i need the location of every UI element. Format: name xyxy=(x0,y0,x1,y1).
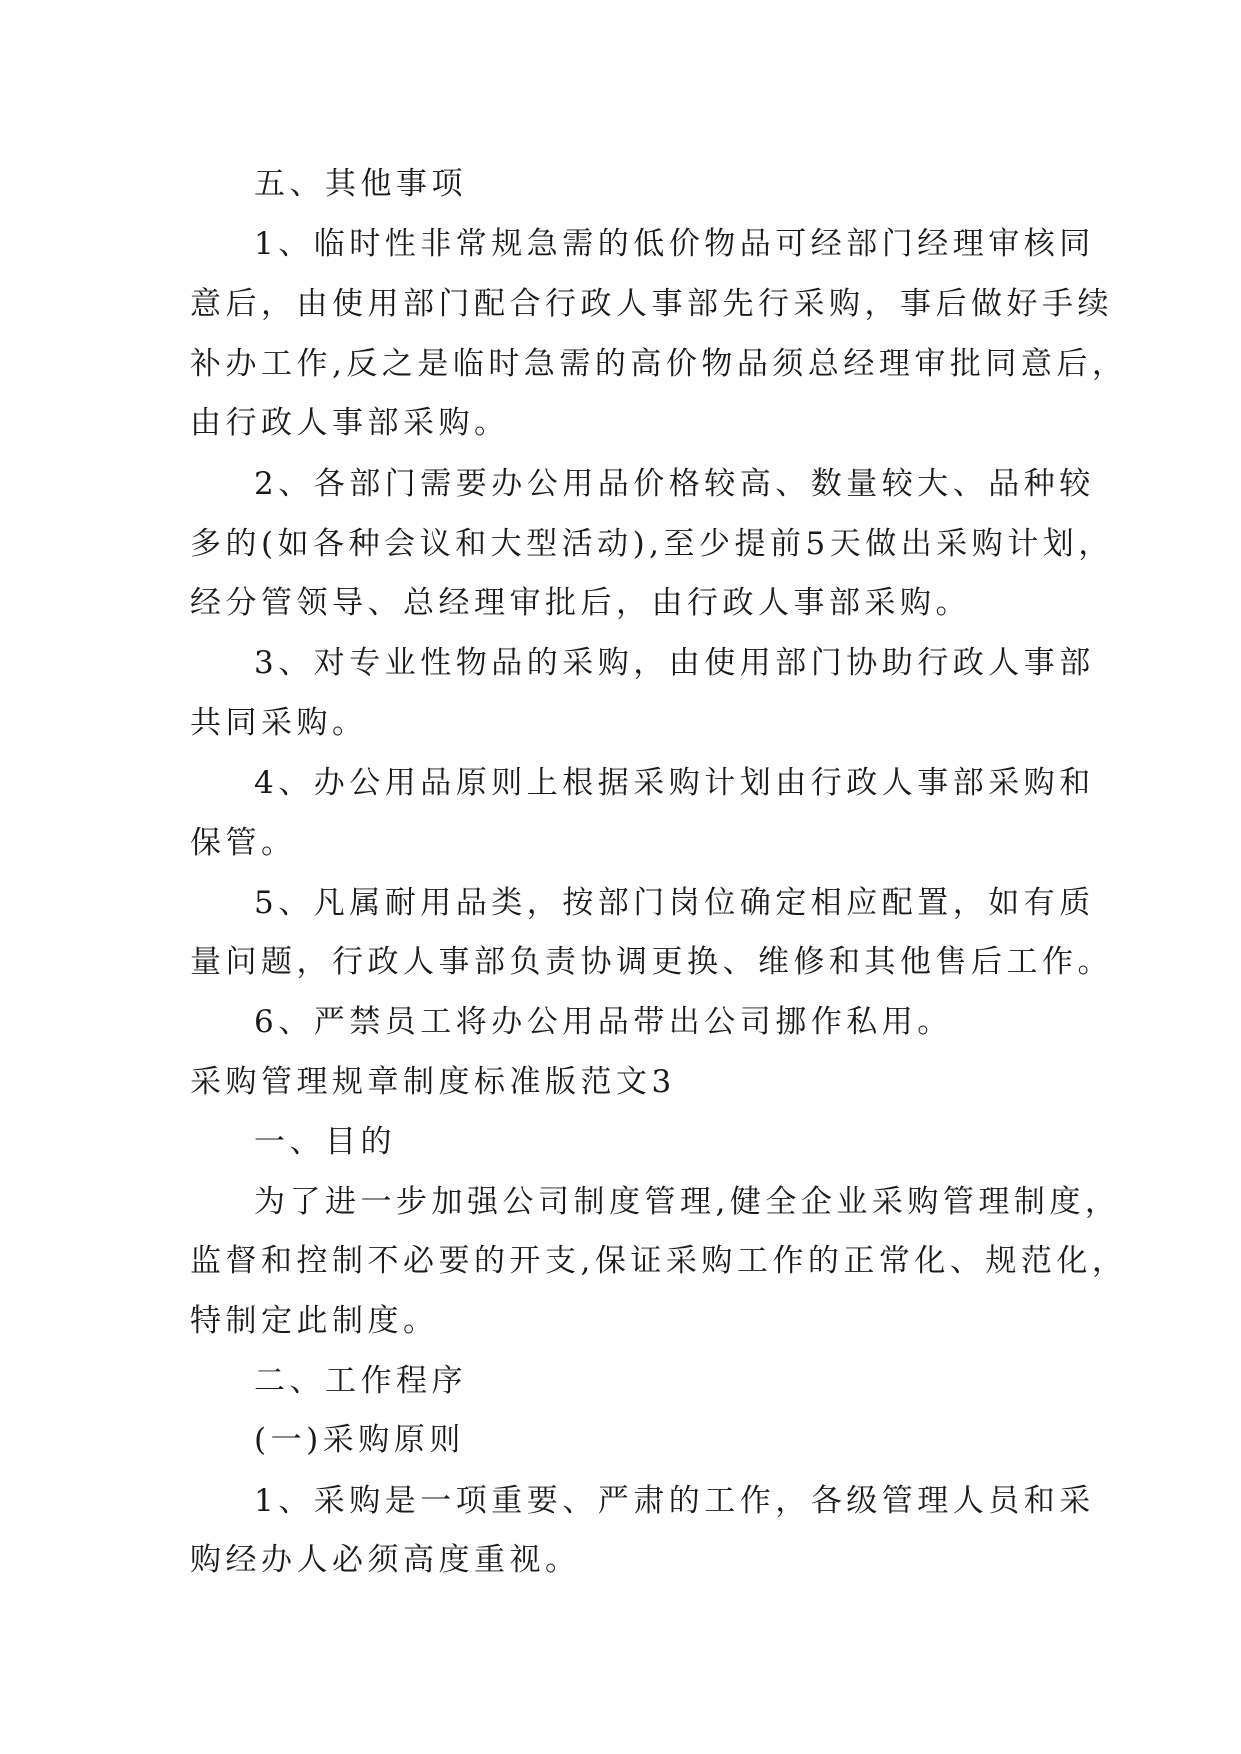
paragraph-line: 4、办公用品原则上根据采购计划由行政人事部采购和 xyxy=(254,765,1095,801)
paragraph-line: 共同采购。 xyxy=(190,705,368,741)
paragraph-line: 意后，由使用部门配合行政人事部先行采购，事后做好手续 xyxy=(190,286,1113,322)
section-heading: 一、目的 xyxy=(254,1124,396,1160)
paragraph-line: 量问题，行政人事部负责协调更换、维修和其他售后工作。 xyxy=(190,944,1113,980)
paragraph-line: 特制定此制度。 xyxy=(190,1303,439,1339)
paragraph-line: 经分管领导、总经理审批后，由行政人事部采购。 xyxy=(190,585,971,621)
paragraph-line: 由行政人事部采购。 xyxy=(190,405,510,441)
paragraph-line: 监督和控制不必要的开支,保证采购工作的正常化、规范化， xyxy=(190,1243,1128,1279)
paragraph-line: 6、严禁员工将办公用品带出公司挪作私用。 xyxy=(254,1004,953,1040)
subsection-heading: (一)采购原则 xyxy=(254,1422,465,1458)
paragraph-line: 1、临时性非常规急需的低价物品可经部门经理审核同 xyxy=(254,226,1095,262)
section-heading: 五、其他事项 xyxy=(254,166,467,202)
paragraph-line: 购经办人必须高度重视。 xyxy=(190,1542,581,1578)
paragraph-line: 5、凡属耐用品类，按部门岗位确定相应配置，如有质 xyxy=(254,885,1095,921)
section-heading: 二、工作程序 xyxy=(254,1363,467,1399)
paragraph-line: 多的(如各种会议和大型活动),至少提前5天做出采购计划， xyxy=(190,526,1114,562)
paragraph-line: 3、对专业性物品的采购，由使用部门协助行政人事部 xyxy=(254,645,1095,681)
paragraph-line: 保管。 xyxy=(190,825,297,861)
paragraph-line: 补办工作,反之是临时急需的高价物品须总经理审批同意后， xyxy=(190,346,1128,382)
paragraph-line: 为了进一步加强公司制度管理,健全企业采购管理制度， xyxy=(254,1184,1121,1220)
paragraph-line: 1、采购是一项重要、严肃的工作，各级管理人员和采 xyxy=(254,1483,1095,1519)
document-title: 采购管理规章制度标准版范文3 xyxy=(190,1064,676,1100)
paragraph-line: 2、各部门需要办公用品价格较高、数量较大、品种较 xyxy=(254,466,1095,502)
